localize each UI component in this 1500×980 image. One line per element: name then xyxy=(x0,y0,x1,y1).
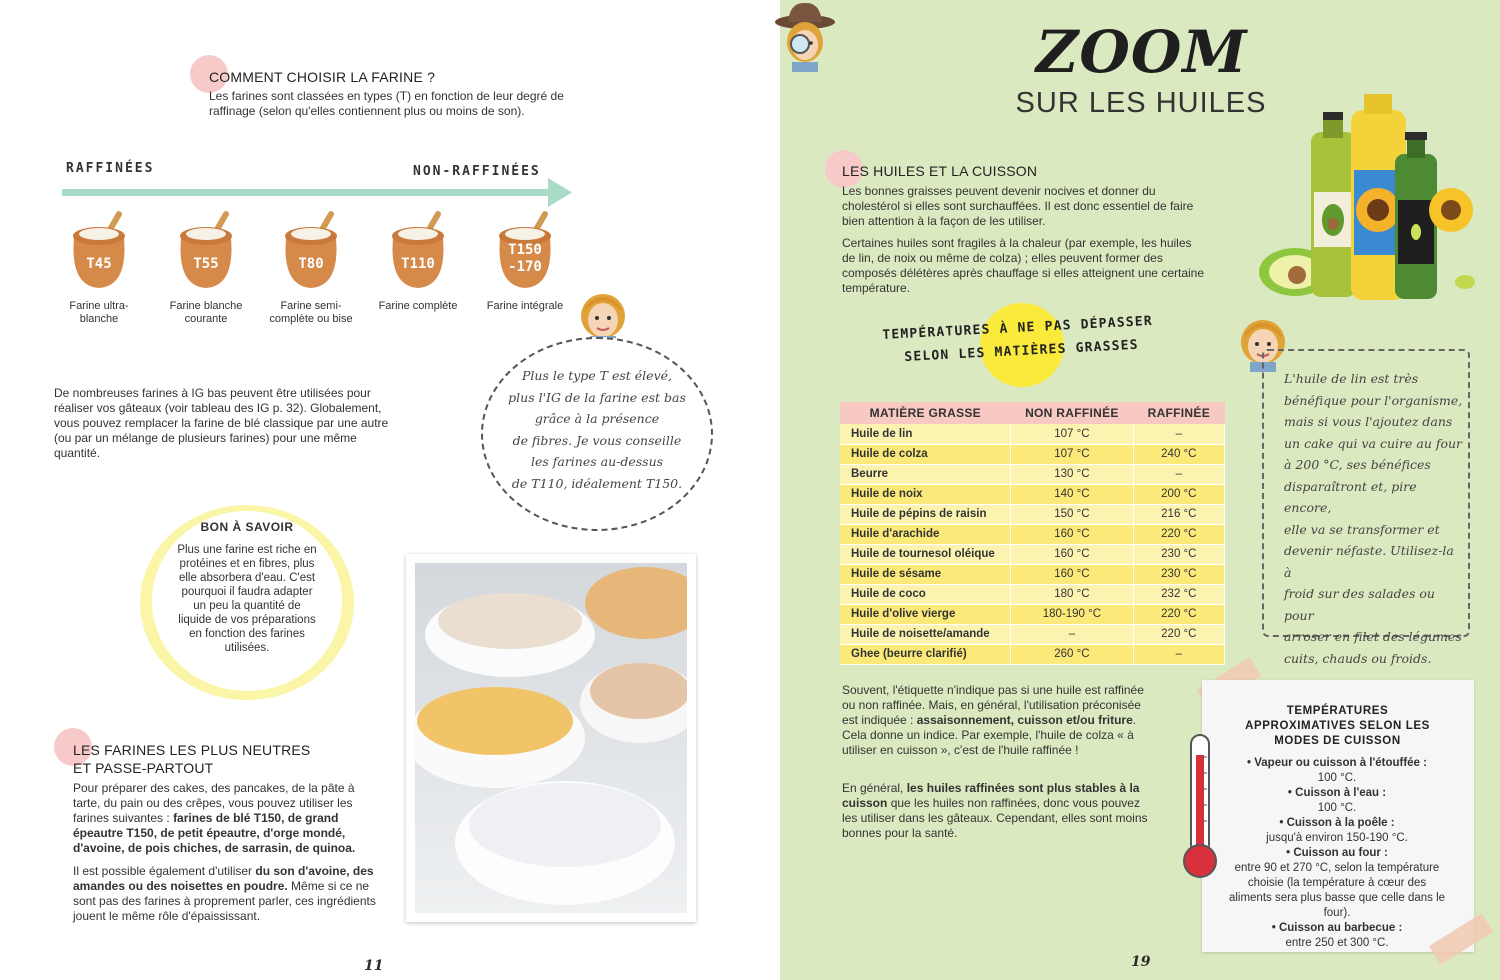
cooking-mode-value: jusqu'à environ 150-190 °C. xyxy=(1266,832,1408,844)
bon-a-savoir-title: BON À SAVOIR xyxy=(200,520,294,534)
table-row xyxy=(840,524,1225,544)
table-cell: 220 °C xyxy=(1133,524,1224,544)
table-cell: Huile d'olive vierge xyxy=(840,604,1011,624)
flour-label: Farine complète xyxy=(378,300,458,312)
table-cell: 130 °C xyxy=(1011,464,1133,484)
table-body xyxy=(840,424,1225,664)
table-title-line2: SELON LES MATIÈRES GRASSES xyxy=(904,337,1140,365)
table-cell: 180-190 °C xyxy=(1011,604,1133,624)
thermometer-icon xyxy=(1180,733,1220,883)
table-cell: – xyxy=(1011,624,1133,644)
table-cell: 220 °C xyxy=(1133,624,1224,644)
bubble-line: Plus le type T est élevé, xyxy=(521,368,673,383)
table-cell: 216 °C xyxy=(1133,504,1224,524)
cooking-mode-label: • Cuisson au barbecue : xyxy=(1271,922,1403,934)
neutral-paragraph-2 xyxy=(73,864,385,924)
bubble-line: les farines au-dessus xyxy=(530,454,664,469)
cooking-mode-label: • Cuisson à l'eau : xyxy=(1287,787,1387,799)
flour-code: T80 xyxy=(298,256,324,272)
table-cell: – xyxy=(1133,424,1224,444)
table-cell: 107 °C xyxy=(1011,444,1133,464)
table-row xyxy=(840,604,1225,624)
flour-label: Farine ultra-blanche xyxy=(69,300,129,325)
cuisson-paragraph-2: Certaines huiles sont fragiles à la chaleur (par exemple, les huiles de lin, de noix ou même de colza) ; elles peuvent former des composés délétères après chauffage si elles atteignent une certaine température. xyxy=(842,236,1205,295)
oil-bottles-illustration xyxy=(1255,92,1480,302)
refinement-arrow xyxy=(62,176,574,210)
table-row xyxy=(840,624,1225,644)
oil-temperature-table xyxy=(840,402,1225,665)
page-number-left: 11 xyxy=(364,958,384,974)
table-row xyxy=(840,584,1225,604)
table-cell: 232 °C xyxy=(1133,584,1224,604)
zoom-title: ZOOM xyxy=(1036,18,1248,86)
detective-avatar xyxy=(770,0,840,72)
table-cell: Huile de lin xyxy=(840,424,1011,444)
tip-bubble-text xyxy=(495,365,699,494)
flour-label: Farine intégrale xyxy=(486,300,564,312)
etiquette-p1-bold: assaisonnement, cuisson et/ou friture xyxy=(916,713,1133,727)
cooking-mode-value: 100 °C. xyxy=(1317,802,1357,814)
table-row xyxy=(840,564,1225,584)
cuisson-paragraph-1: Les bonnes graisses peuvent devenir nocives et donner du cholestérol si elles sont surchauffées. Il est donc essentiel de faire bien attention à la façon de les utiliser. xyxy=(842,184,1194,228)
neutral-p2-bold: du son d'avoine, des amandes ou des noisettes en poudre. xyxy=(73,864,374,893)
lin-note-text xyxy=(1284,368,1464,669)
cooking-mode-value: entre 250 et 300 °C. xyxy=(1285,937,1389,949)
flour-bowls-photo xyxy=(406,554,696,922)
table-cell: Beurre xyxy=(840,464,1011,484)
neutral-p1-text: Pour préparer des cakes, des pancakes, de la pâte à tarte, du pain ou des crêpes, vous pouvez utiliser les farines suivantes : xyxy=(73,781,355,825)
flour-sack-icon xyxy=(173,208,239,290)
cooking-modes-title: TEMPÉRATURES APPROXIMATIVES SELON LES MODES DE CUISSON xyxy=(1245,705,1430,747)
neutral-heading-line2: ET PASSE-PARTOUT xyxy=(73,760,214,776)
table-header-row xyxy=(840,402,1225,424)
lin-note-line: à 200 °C, ses bénéfices xyxy=(1284,457,1431,472)
flour-code: T110 xyxy=(401,256,435,272)
table-cell: Huile de noisette/amande xyxy=(840,624,1011,644)
etiquette-p1-end: . Cela donne un indice. Par exemple, l'huile de colza « à utiliser en cuisson », c'est de l'huile raffinée ! xyxy=(842,713,1137,757)
table-cell: 220 °C xyxy=(1133,604,1224,624)
flour-sack-icon xyxy=(385,208,451,290)
cooking-mode-value: entre 90 et 270 °C, selon la température choisie (la température à cœur des aliments sera plus basse que celle dans le four). xyxy=(1228,862,1446,919)
table-header-cell: NON RAFFINÉE xyxy=(1011,402,1133,424)
table-cell: 150 °C xyxy=(1011,504,1133,524)
right-page xyxy=(780,0,1500,980)
lin-note-line: disparaîtront et, pire encore, xyxy=(1284,478,1417,515)
bubble-line: de fibres. Je vous conseille xyxy=(512,432,682,448)
lin-note-line: froid sur des salades ou pour xyxy=(1284,586,1435,623)
table-cell: 240 °C xyxy=(1133,444,1224,464)
etiquette-p2-text: En général, xyxy=(842,781,907,795)
neutral-p2-text: Il est possible également d'utiliser xyxy=(73,864,256,878)
table-cell: – xyxy=(1133,644,1224,664)
table-cell: Huile de noix xyxy=(840,484,1011,504)
flour-bowls-image xyxy=(415,563,687,913)
flour-sack-icon xyxy=(66,208,132,290)
lin-note-line: bénéfique pour l'organisme, xyxy=(1284,392,1463,408)
table-cell: Huile de colza xyxy=(840,444,1011,464)
table-row xyxy=(840,464,1225,484)
flour-sack-icon xyxy=(278,208,344,290)
lin-note-line: elle va se transformer et xyxy=(1284,521,1440,537)
ig-paragraph: De nombreuses farines à IG bas peuvent être utilisées pour réaliser vos gâteaux (voir tableau des IG p. 32). Globalement, vous pouvez remplacer la farine de blé classique par une autre (ou par un mélange de plusieurs farines) pour une même quantité. xyxy=(54,386,389,460)
lin-note-line: devenir néfaste. Utilisez-la à xyxy=(1284,543,1454,580)
bubble-line: de T110, idéalement T150. xyxy=(511,475,683,491)
bon-a-savoir-text: Plus une farine est riche en protéines et en fibres, plus elle absorbera d'eau. C'est pourquoi il faudra adapter un peu la quantité de liquide de vos préparations en fonction des farines utilisées. xyxy=(177,544,317,654)
neutral-p2-end: Même si ce ne sont pas des farines à proprement parler, ces ingrédients jouent le même rôle d'épaississant. xyxy=(73,879,376,923)
flour-code: T55 xyxy=(193,256,219,272)
unrefined-label: NON-RAFFINÉES xyxy=(413,164,541,179)
table-cell: 160 °C xyxy=(1011,544,1133,564)
flour-label: Farine semi-complète ou bise xyxy=(269,300,353,325)
choose-heading: COMMENT CHOISIR LA FARINE ? xyxy=(209,69,436,85)
table-cell: 107 °C xyxy=(1011,424,1133,444)
cooking-mode-label: • Cuisson à la poêle : xyxy=(1279,817,1395,829)
table-cell: 230 °C xyxy=(1133,544,1224,564)
table-cell: Huile de pépins de raisin xyxy=(840,504,1011,524)
table-header-cell: MATIÈRE GRASSE xyxy=(840,402,1011,424)
table-header-cell: RAFFINÉE xyxy=(1133,402,1224,424)
etiquette-p1-text: Souvent, l'étiquette n'indique pas si une huile est raffinée ou non raffinée. Mais, en général, l'utilisation préconisée est indiquée : xyxy=(842,683,1144,727)
table-row xyxy=(840,544,1225,564)
table-cell: 160 °C xyxy=(1011,564,1133,584)
table-cell: Ghee (beurre clarifié) xyxy=(840,644,1011,664)
table-cell: – xyxy=(1133,464,1224,484)
neutral-p1-bold: farines de blé T150, de grand épeautre T150, de petit épeautre, d'orge mondé, d'avoine, de pois chiches, de sarrasin, de quinoa. xyxy=(73,811,356,855)
table-cell: Huile d'arachide xyxy=(840,524,1011,544)
table-cell: Huile de sésame xyxy=(840,564,1011,584)
cooking-mode-label: • Cuisson au four : xyxy=(1286,847,1388,859)
flour-code: T150 -170 xyxy=(508,242,751,275)
neutral-heading-line1: LES FARINES LES PLUS NEUTRES xyxy=(73,742,311,758)
table-row xyxy=(840,424,1225,444)
lin-note-line: un cake qui va cuire au four xyxy=(1284,435,1463,451)
zoom-subtitle: SUR LES HUILES xyxy=(1015,87,1267,119)
neutral-paragraph-1 xyxy=(73,781,385,856)
table-cell: Huile de coco xyxy=(840,584,1011,604)
table-cell: 160 °C xyxy=(1011,524,1133,544)
etiquette-p2-end: que les huiles non raffinées, donc vous pouvez les utiliser dans les gâteaux. Cependant, elles sont moins bonnes pour la santé. xyxy=(842,796,1148,840)
etiquette-p2-bold: les huiles raffinées sont plus stables à la cuisson xyxy=(842,781,1140,810)
cuisson-heading: LES HUILES ET LA CUISSON xyxy=(842,163,1038,179)
table-cell: 230 °C xyxy=(1133,564,1224,584)
lin-note-line: mais si vous l'ajoutez dans xyxy=(1284,414,1453,429)
table-cell: 200 °C xyxy=(1133,484,1224,504)
table-cell: 260 °C xyxy=(1011,644,1133,664)
table-row xyxy=(840,644,1225,664)
lin-note-line: cuits, chauds ou froids. xyxy=(1284,650,1432,666)
table-cell: 140 °C xyxy=(1011,484,1133,504)
cooking-mode-label: • Vapeur ou cuisson à l'étouffée : xyxy=(1247,757,1427,769)
etiquette-paragraph-1 xyxy=(842,683,1154,758)
bubble-line: plus l'IG de la farine est bas xyxy=(508,389,686,405)
lin-note-line: L'huile de lin est très xyxy=(1284,371,1419,386)
etiquette-paragraph-2 xyxy=(842,781,1154,841)
bubble-line: grâce à la présence xyxy=(534,411,660,426)
flour-label: Farine blanche courante xyxy=(169,300,243,325)
table-cell: 180 °C xyxy=(1011,584,1133,604)
cooking-modes-list xyxy=(1228,756,1446,951)
table-title-line1: TEMPÉRATURES À NE PAS DÉPASSER xyxy=(882,313,1154,343)
table-row xyxy=(840,484,1225,504)
choose-text: Les farines sont classées en types (T) en fonction de leur degré de raffinage (selon qu'elles contiennent plus ou moins de son). xyxy=(209,89,564,118)
table-row xyxy=(840,504,1225,524)
table-cell: Huile de tournesol oléique xyxy=(840,544,1011,564)
page-number-right: 19 xyxy=(1131,954,1151,970)
flour-code: T45 xyxy=(86,256,112,272)
lin-note-line: arroser en filet des légumes xyxy=(1284,629,1462,644)
table-row xyxy=(840,444,1225,464)
cooking-mode-value: 100 °C. xyxy=(1317,772,1357,784)
refined-label: RAFFINÉES xyxy=(66,161,155,176)
